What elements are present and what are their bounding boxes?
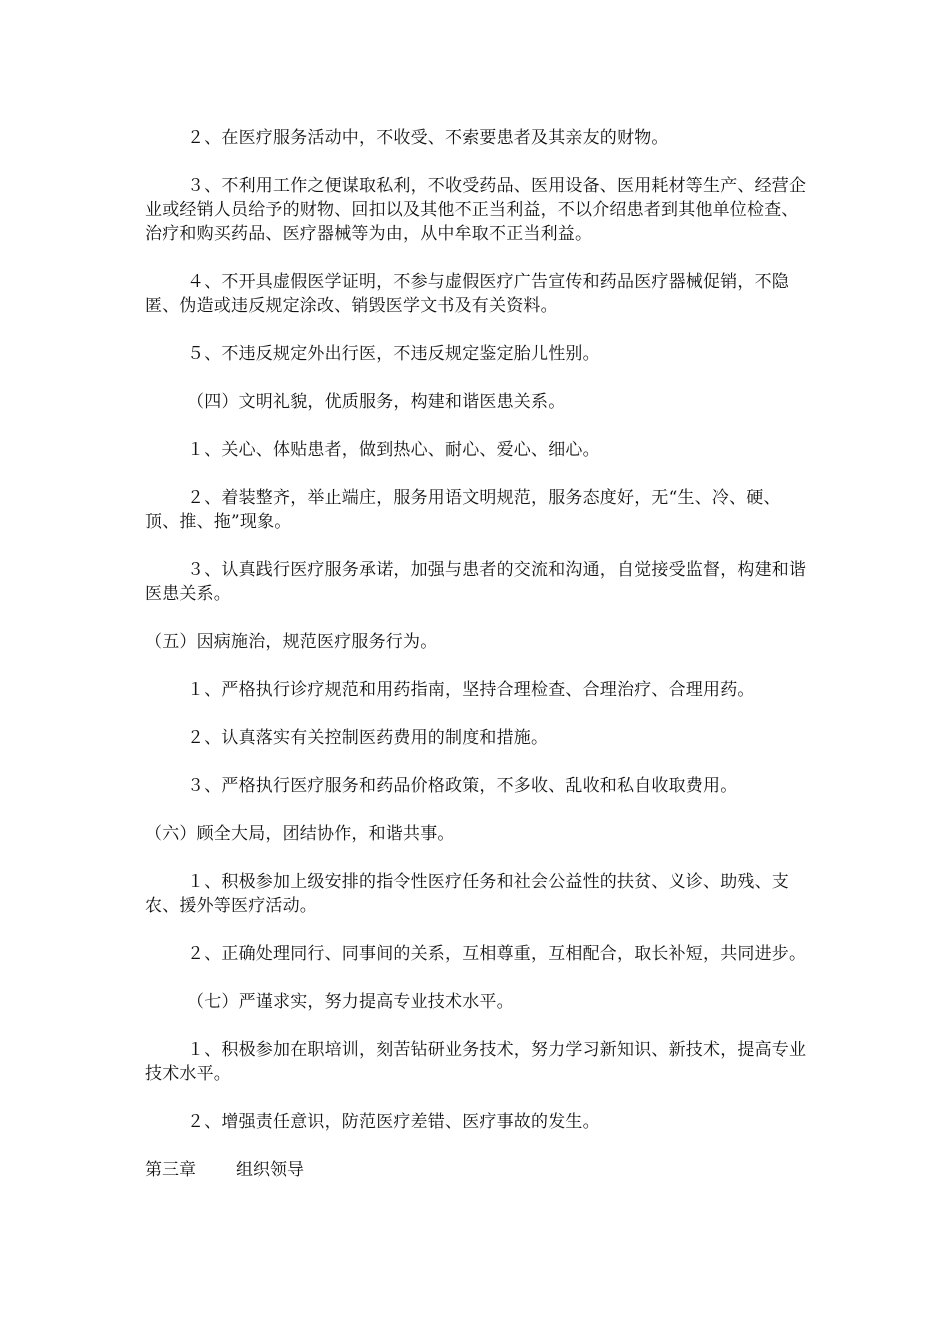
paragraph-item-2-responsibility: ２、增强责任意识，防范医疗差错、医疗事故的发生。 (187, 1112, 600, 1132)
paragraph-item-2-colleagues: ２、正确处理同行、同事间的关系，互相尊重，互相配合，取长补短，共同进步。 (187, 944, 807, 964)
paragraph-item-1-care: １、关心、体贴患者，做到热心、耐心、爱心、细心。 (187, 440, 600, 460)
paragraph-item-1-training: １、积极参加在职培训，刻苦钻研业务技术，努力学习新知识、新技术，提高专业技术水平。 (145, 1040, 807, 1084)
document-page (145, 126, 815, 1182)
paragraph-item-5-outside-practice: ５、不违反规定外出行医，不违反规定鉴定胎儿性别。 (187, 344, 600, 364)
section-heading-4: （四）文明礼貌，优质服务，构建和谐医患关系。 (187, 392, 566, 412)
section-heading-6: （六）顾全大局，团结协作，和谐共事。 (145, 824, 455, 844)
section-heading-7: （七）严谨求实，努力提高专业技术水平。 (187, 992, 514, 1012)
paragraph-item-1-public-welfare: １、积极参加上级安排的指令性医疗任务和社会公益性的扶贫、义诊、助残、支农、援外等医疗活动。 (145, 872, 789, 916)
paragraph-item-2-cost-control: ２、认真落实有关控制医药费用的制度和措施。 (187, 728, 549, 748)
paragraph-item-3-service-commitment: ３、认真践行医疗服务承诺，加强与患者的交流和沟通，自觉接受监督，构建和谐医患关系。 (145, 560, 807, 604)
paragraph-item-3-private-gain: ３、不利用工作之便谋取私利，不收受药品、医用设备、医用耗材等生产、经营企业或经销人员给予的财物、回扣以及其他不正当利益，不以介绍患者到其他单位检查、治疗和购买药品、医疗器械等为由，从中牟取不正当利益。 (145, 176, 807, 244)
paragraph-item-2-appearance: ２、着装整齐，举止端庄，服务用语文明规范，服务态度好，无“生、冷、硬、顶、推、拖”现象。 (145, 488, 781, 532)
chapter-number: 第三章 (145, 1160, 196, 1180)
chapter-title: 组织领导 (236, 1160, 304, 1180)
paragraph-item-2-gifts: ２、在医疗服务活动中，不收受、不索要患者及其亲友的财物。 (187, 128, 669, 148)
paragraph-item-4-false-certificates: ４、不开具虚假医学证明，不参与虚假医疗广告宣传和药品医疗器械促销，不隐匿、伪造或违反规定涂改、销毁医学文书及有关资料。 (145, 272, 789, 316)
paragraph-item-3-pricing: ３、严格执行医疗服务和药品价格政策，不多收、乱收和私自收取费用。 (187, 776, 738, 796)
section-heading-5: （五）因病施治，规范医疗服务行为。 (145, 632, 438, 652)
paragraph-item-1-guidelines: １、严格执行诊疗规范和用药指南，坚持合理检查、合理治疗、合理用药。 (187, 680, 755, 700)
chapter-heading (145, 1158, 815, 1182)
